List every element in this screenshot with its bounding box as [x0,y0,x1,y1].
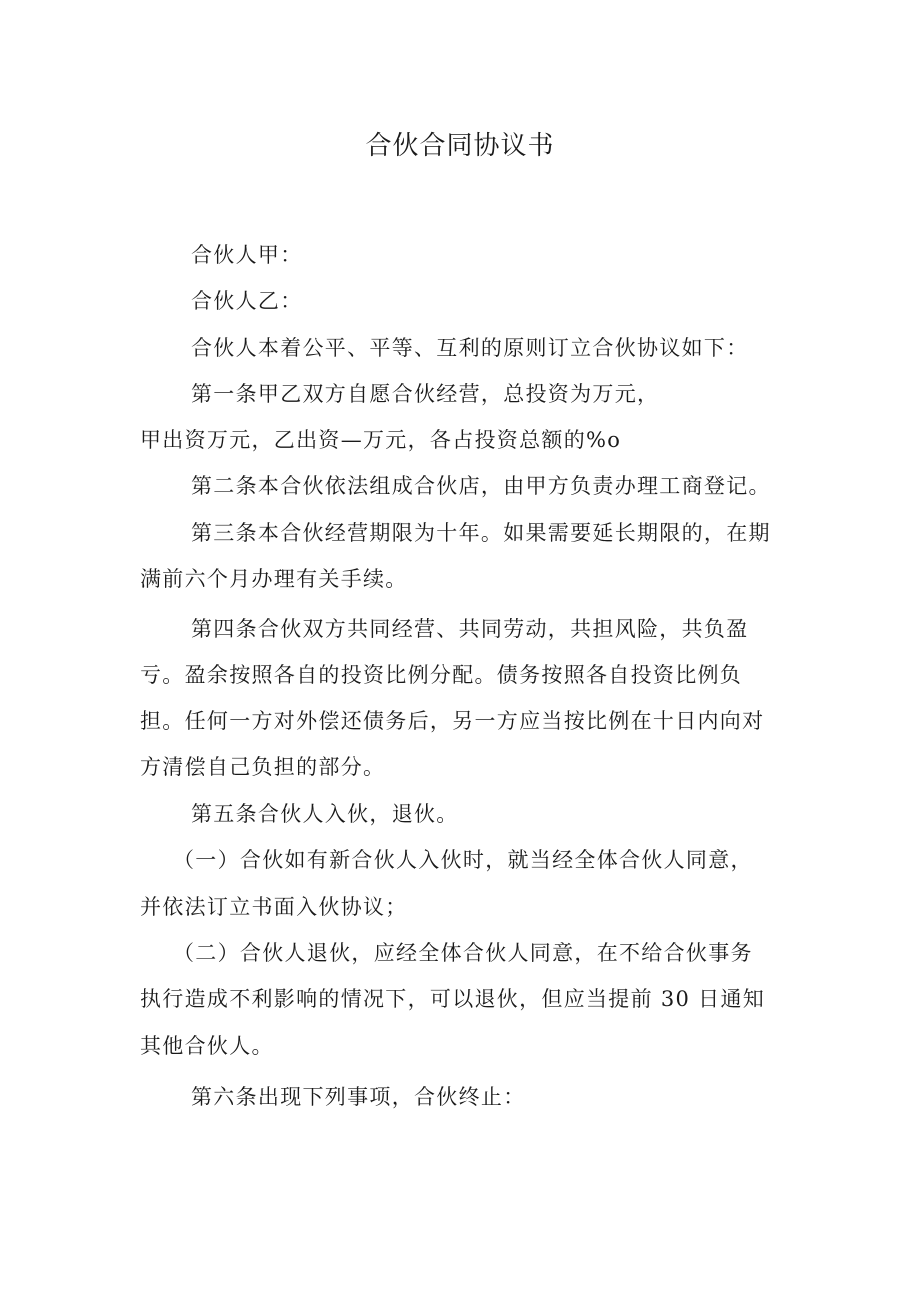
preamble-line: 合伙人本着公平、平等、互利的原则订立合伙协议如下： [191,336,749,360]
party-b-line: 合伙人乙： [191,289,303,313]
document-title: 合伙合同协议书 [365,131,555,161]
article-5-item-1-line-2: 并依法订立书面入伙协议； [140,895,408,919]
article-4-line-3: 担。任何一方对外偿还债务后，另一方应当按比例在十日内向对 [140,709,765,733]
article-5-item-1-line-1: （一）合伙如有新合伙人入伙时，就当经全体合伙人同意， [173,848,753,872]
article-1-line-2: 甲出资万元，乙出资—万元，各占投资总额的%o [140,428,622,452]
article-5-item-2-line-2: 执行造成不利影响的情况下，可以退伙，但应当提前 30 日通知 [140,987,766,1011]
article-2-line: 第二条本合伙依法组成合伙店，由甲方负责办理工商登记。 [191,474,771,498]
article-3-line-1: 第三条本合伙经营期限为十年。如果需要延长期限的，在期 [191,521,771,545]
party-a-line: 合伙人甲： [191,243,303,267]
article-4-line-1: 第四条合伙双方共同经营、共同劳动，共担风险，共负盈 [191,617,749,641]
article-3-line-2: 满前六个月办理有关手续。 [140,567,408,591]
article-1-line-1: 第一条甲乙双方自愿合伙经营，总投资为万元， [191,382,660,406]
article-4-line-2: 亏。盈余按照各自的投资比例分配。债务按照各自投资比例负 [140,663,743,687]
article-5-item-2-line-1: （二）合伙人退伙，应经全体合伙人同意，在不给合伙事务 [173,941,753,965]
article-4-line-4: 方清偿自己负担的部分。 [140,755,386,779]
article-5-line: 第五条合伙人入伙，退伙。 [191,802,459,826]
article-6-line: 第六条出现下列事项，合伙终止： [191,1085,526,1109]
article-5-item-2-line-3: 其他合伙人。 [140,1034,274,1058]
